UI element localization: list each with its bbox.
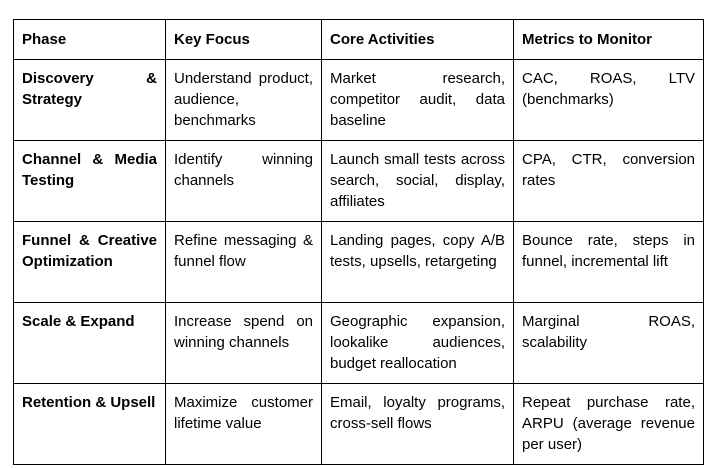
header-metrics-to-monitor: Metrics to Monitor (514, 20, 704, 60)
table-row (14, 222, 704, 303)
table-row (14, 141, 704, 222)
key-focus-cell: Refine messaging & funnel flow (166, 222, 322, 303)
core-activities-cell: Landing pages, copy A/B tests, upsells, retargeting (322, 222, 514, 303)
phase-cell: Scale & Expand (14, 303, 166, 384)
table-row (14, 303, 704, 384)
phase-cell: Discovery & Strategy (14, 60, 166, 141)
metrics-cell: CAC, ROAS, LTV (benchmarks) (514, 60, 704, 141)
phase-cell: Retention & Upsell (14, 384, 166, 465)
metrics-cell: Bounce rate, steps in funnel, incremental lift (514, 222, 704, 303)
table-header-row (14, 20, 704, 60)
core-activities-cell: Launch small tests across search, social, display, affiliates (322, 141, 514, 222)
metrics-cell: Repeat purchase rate, ARPU (average revenue per user) (514, 384, 704, 465)
table-row (14, 60, 704, 141)
table-row (14, 384, 704, 465)
core-activities-cell: Market research, competitor audit, data baseline (322, 60, 514, 141)
header-core-activities: Core Activities (322, 20, 514, 60)
key-focus-cell: Identify winning channels (166, 141, 322, 222)
core-activities-cell: Geographic expansion, lookalike audiences, budget reallocation (322, 303, 514, 384)
key-focus-cell: Understand product, audience, benchmarks (166, 60, 322, 141)
header-key-focus: Key Focus (166, 20, 322, 60)
phase-table (13, 19, 704, 465)
metrics-cell: Marginal ROAS, scalability (514, 303, 704, 384)
key-focus-cell: Maximize customer lifetime value (166, 384, 322, 465)
header-phase: Phase (14, 20, 166, 60)
key-focus-cell: Increase spend on winning channels (166, 303, 322, 384)
phase-cell: Channel & Media Testing (14, 141, 166, 222)
phase-cell: Funnel & Creative Optimization (14, 222, 166, 303)
core-activities-cell: Email, loyalty programs, cross-sell flows (322, 384, 514, 465)
metrics-cell: CPA, CTR, conversion rates (514, 141, 704, 222)
